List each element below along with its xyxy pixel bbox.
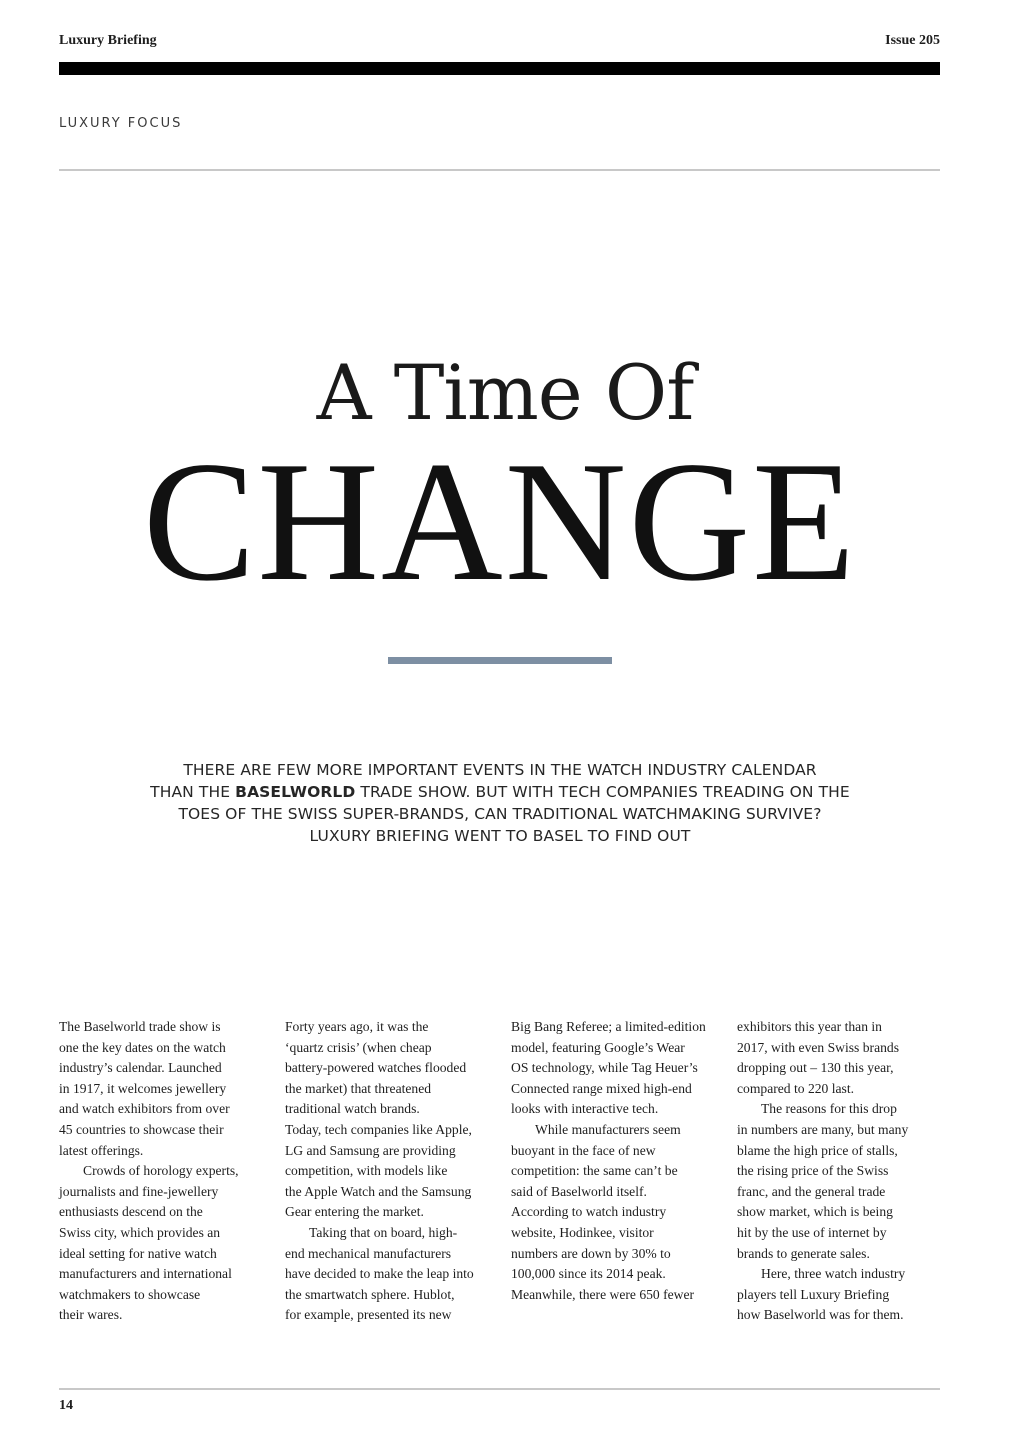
body-line: hit by the use of internet by <box>737 1224 887 1240</box>
body-line: franc, and the general trade <box>737 1183 886 1199</box>
body-line: competition: the same can’t be <box>511 1163 678 1179</box>
body-line: latest offerings. <box>59 1142 144 1158</box>
issue-number: Issue 205 <box>885 33 940 48</box>
body-line: the smartwatch sphere. Hublot, <box>285 1286 455 1302</box>
body-line: the Apple Watch and the Samsung <box>285 1183 472 1199</box>
body-line: Big Bang Referee; a limited-edition <box>511 1019 706 1034</box>
body-line: industry’s calendar. Launched <box>59 1060 222 1076</box>
body-line: Connected range mixed high-end <box>511 1080 692 1096</box>
body-line: their wares. <box>59 1307 123 1323</box>
body-line: exhibitors this year than in <box>737 1019 882 1034</box>
body-line: the market) that threatened <box>285 1080 432 1096</box>
body-line: Here, three watch industry <box>761 1266 906 1282</box>
body-line: Meanwhile, there were 650 fewer <box>511 1286 695 1302</box>
body-line: traditional watch brands. <box>285 1101 420 1117</box>
headline-line-1: A Time Of <box>316 348 694 437</box>
body-line: in numbers are many, but many <box>737 1121 909 1137</box>
body-line: Today, tech companies like Apple, <box>285 1121 472 1137</box>
body-line: players tell Luxury Briefing <box>737 1286 890 1302</box>
body-line: the rising price of the Swiss <box>737 1163 889 1179</box>
body-line: LG and Samsung are providing <box>285 1142 456 1158</box>
body-column-1 <box>59 1017 269 1326</box>
body-line: model, featuring Google’s Wear <box>511 1039 685 1055</box>
body-line: While manufacturers seem <box>535 1121 681 1137</box>
body-line: how Baselworld was for them. <box>737 1307 904 1323</box>
body-line: manufacturers and international <box>59 1266 232 1282</box>
body-line: ideal setting for native watch <box>59 1245 217 1261</box>
body-line: and watch exhibitors from over <box>59 1101 230 1117</box>
body-line: blame the high price of stalls, <box>737 1142 898 1158</box>
body-line: dropping out – 130 this year, <box>737 1060 894 1076</box>
body-line: looks with interactive tech. <box>511 1101 659 1117</box>
body-line: Crowds of horology experts, <box>83 1163 239 1179</box>
body-line: end mechanical manufacturers <box>285 1245 452 1261</box>
body-line: enthusiasts descend on the <box>59 1204 203 1220</box>
body-column-3 <box>511 1017 721 1305</box>
body-line: have decided to make the leap into <box>285 1266 474 1282</box>
body-line: OS technology, while Tag Heuer’s <box>511 1060 698 1076</box>
standfirst-line: THERE ARE FEW MORE IMPORTANT EVENTS IN THE WATCH INDUSTRY CALENDAR <box>183 761 817 779</box>
section-label: LUXURY FOCUS <box>59 116 183 131</box>
body-line: watchmakers to showcase <box>59 1286 201 1302</box>
body-line: The Baselworld trade show is <box>59 1019 221 1034</box>
body-line: journalists and fine-jewellery <box>59 1183 219 1199</box>
standfirst-text: TRADE SHOW. BUT WITH TECH COMPANIES TREADING ON THE <box>355 783 850 801</box>
body-line: According to watch industry <box>511 1204 667 1220</box>
standfirst-line: LUXURY BRIEFING WENT TO BASEL TO FIND OUT <box>309 827 691 845</box>
body-line: compared to 220 last. <box>737 1080 855 1096</box>
body-column-2 <box>285 1017 495 1326</box>
body-line: 2017, with even Swiss brands <box>737 1039 899 1055</box>
standfirst <box>150 759 850 847</box>
body-line: brands to generate sales. <box>737 1245 870 1261</box>
body-line: one the key dates on the watch <box>59 1039 226 1055</box>
body-line: Taking that on board, high- <box>309 1224 458 1240</box>
footer-divider <box>59 1388 940 1390</box>
body-line: website, Hodinkee, visitor <box>511 1224 654 1240</box>
body-line: buoyant in the face of new <box>511 1142 656 1158</box>
body-line: Forty years ago, it was the <box>285 1019 429 1034</box>
body-line: 45 countries to showcase their <box>59 1121 224 1137</box>
body-line: show market, which is being <box>737 1204 893 1220</box>
accent-divider <box>388 657 612 664</box>
body-line: The reasons for this drop <box>761 1101 897 1117</box>
publication-name: Luxury Briefing <box>59 33 157 48</box>
body-line: numbers are down by 30% to <box>511 1245 671 1261</box>
standfirst-emphasis: BASELWORLD <box>235 783 356 801</box>
headline-line-2: CHANGE <box>142 427 858 617</box>
body-line: Gear entering the market. <box>285 1204 424 1220</box>
body-line: 100,000 since its 2014 peak. <box>511 1266 666 1282</box>
standfirst-line <box>150 781 850 803</box>
body-line: Swiss city, which provides an <box>59 1224 221 1240</box>
section-divider <box>59 169 940 171</box>
body-line: in 1917, it welcomes jewellery <box>59 1080 227 1096</box>
standfirst-line: TOES OF THE SWISS SUPER-BRANDS, CAN TRADITIONAL WATCHMAKING SURVIVE? <box>178 805 822 823</box>
body-line: battery-powered watches flooded <box>285 1060 467 1076</box>
body-line: said of Baselworld itself. <box>511 1183 647 1199</box>
page-number: 14 <box>59 1398 73 1413</box>
body-line: ‘quartz crisis’ (when cheap <box>285 1039 432 1055</box>
body-line: competition, with models like <box>285 1163 448 1179</box>
header-bar <box>59 62 940 75</box>
body-line: for example, presented its new <box>285 1307 452 1323</box>
standfirst-text: THAN THE <box>150 783 236 801</box>
body-column-4 <box>737 1017 947 1326</box>
